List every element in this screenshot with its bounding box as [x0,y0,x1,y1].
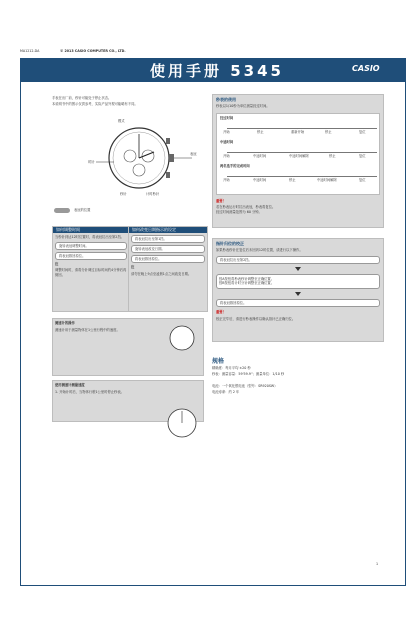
stopwatch-title: 秒表的使用 [216,97,236,102]
finish-step-1: 开始 [223,177,230,182]
stopwatch-note-2: 经过时间测量范围为 60 分钟。 [216,209,262,214]
elapsed-line [227,128,377,129]
page-number: 1 [376,562,379,566]
split-step-4: 停止 [329,153,336,158]
finish-step-4: 中途时间解除 [317,177,337,182]
label-second: 秒针 [120,192,127,196]
hand-note-title: 重要！ [216,309,226,314]
specs-battery [212,384,382,389]
hand-title: 指针归位的校正 [216,241,244,246]
specs-battery-label: 电池： [212,384,222,388]
intro-bullet-1: 手表在出厂前，秒针可能处于停止状态。 [52,96,112,100]
tachy-title-2: 使用测速计测量速度 [55,383,85,387]
specs-life [212,390,382,395]
finish-title: 两名选手的完成时间 [220,163,250,168]
stopwatch-flow-panel [216,113,380,195]
elapsed-step-4: 停止 [325,129,332,134]
date-box-title: 如何改变日期指示的设定 [129,227,207,233]
brand-logo: CASIO [352,64,380,73]
specs-accuracy-value: 每月平均 ±20 秒 [225,366,251,370]
stopwatch-box [212,94,384,228]
time-step-3: 将表冠推回原位。 [55,252,127,260]
finish-step-3: 停止 [289,177,296,182]
tachy-title: 测速计的操作 [55,321,75,325]
elapsed-step-3: 重新开始 [291,129,305,134]
hand-box [212,238,384,342]
specs-accuracy-label: 精确度： [212,366,226,370]
time-step-1: 当秒针到达12时位置时，将表冠拉出至第2挡。 [55,235,124,239]
finish-step-2: 中途时间 [253,177,267,182]
hand-desc: 如果秒表秒针在复位后未回到12时位置，请进行以下操作。 [216,248,303,253]
watch-side-illustrations [160,318,204,448]
finish-step-5: 复位 [359,177,366,182]
specs-stopwatch-label: 秒表： [212,372,222,376]
specs-title: 规格 [212,358,225,365]
hand-steps-panel [216,274,380,289]
specs-stopwatch [212,372,382,377]
elapsed-step-1: 开始 [223,129,230,134]
elapsed-title: 经过时间 [220,115,234,120]
copyright: © 2013 CASIO COMPUTER CO., LTD. [60,49,126,53]
hand-step-a: 按A按钮将秒表秒针调整至正确位置。 [219,276,275,281]
arrow-down-icon [295,292,301,296]
specs-battery-value: 一个氧化银电池（型号：SR920SW） [221,384,278,388]
time-step-2: 旋转表冠调整时间。 [55,242,127,250]
time-box-title: 如何调整时间 [53,227,129,233]
watch-diagram [94,118,204,198]
split-step-2: 中途时间 [253,153,267,158]
page-title: 使用手册 5345 [150,62,284,80]
hand-note: 校正完毕后，请进行秒表操作以确认指针已正确归位。 [216,316,296,321]
date-step-2: 旋转表冠改变日期。 [131,245,205,253]
time-note: 调整时间时，请将分针调过目标时间约4分钟后再倒回。 [55,268,127,277]
tachy-desc-2: 1. 开始计时后，当物体行驶1公里时停止秒表。 [55,389,124,394]
date-note-title: 注 [131,265,135,269]
arrow-down-icon [295,267,301,271]
date-step-3: 将表冠推回原位。 [131,255,205,263]
doc-code: MA1212-DA [20,49,40,53]
legend-label: 表冠的位置 [74,208,91,212]
label-sub: 计时秒针 [146,192,160,196]
specs-stopwatch-value: 测量容量：59'59.9''；测量单位：1/10 秒 [221,372,285,376]
split-step-5: 复位 [359,153,366,158]
date-box [128,226,208,312]
specs-accuracy [212,366,382,371]
split-step-3: 中途时间解除 [289,153,309,158]
label-mode: 模式 [118,119,125,123]
intro-bullet-2: 本说明书中的图示仅供参考，实际产品外观可能略有不同。 [52,102,138,106]
stopwatch-note-title: 重要！ [216,198,226,203]
tachy-desc: 测速计用于测量物体在1公里行程中的速度。 [55,327,120,332]
stopwatch-desc: 秒表以1/10秒为单位测量经过时间。 [216,104,270,109]
stopwatch-note-1: 若在秒表运行时拉出表冠，秒表将复位。 [216,205,276,210]
specs-life-value: 约 2 年 [228,390,240,394]
label-hour: 时针 [88,160,95,164]
time-note-title: 注 [55,261,59,266]
time-box [52,226,130,312]
date-step-1: 将表冠拉出至第1挡。 [131,235,205,243]
split-line [227,152,377,153]
finish-line [227,176,377,177]
elapsed-step-5: 复位 [359,129,366,134]
split-step-1: 开始 [223,153,230,158]
hand-step-end: 将表冠推回原位。 [216,299,380,307]
hand-step-1: 将表冠拉出至第2挡。 [216,256,380,264]
label-crown: 表冠 [190,152,197,156]
split-title: 中途时间 [220,139,234,144]
elapsed-step-2: 停止 [257,129,264,134]
hand-step-b: 按B按钮将计时分针调整至正确位置。 [219,281,275,286]
date-note: 请勿在晚上9点至凌晨1点之间改变日期。 [131,271,192,276]
specs-life-label: 电池寿命： [212,390,229,394]
crown-legend-icon [54,208,70,213]
